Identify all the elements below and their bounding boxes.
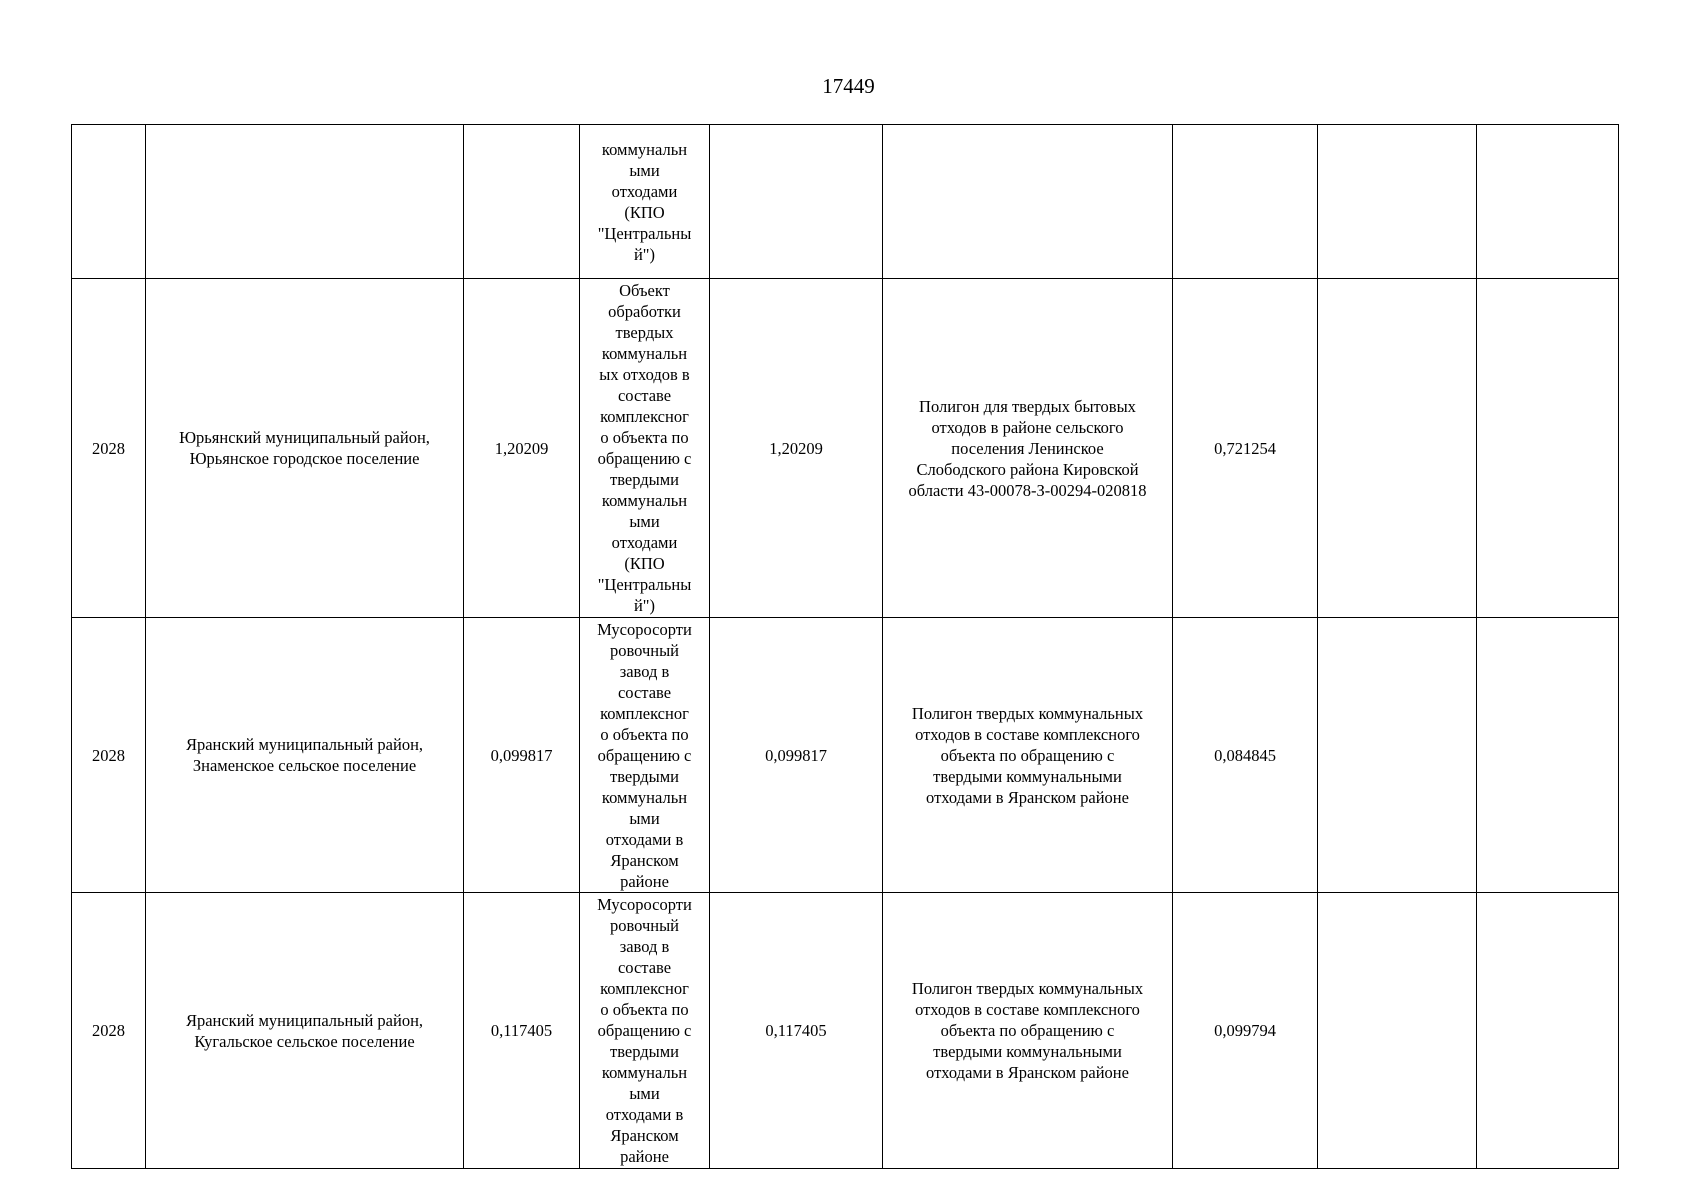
object-line: коммунальн bbox=[601, 344, 688, 363]
facility-line: области 43-00078-З-00294-020818 bbox=[908, 480, 1147, 500]
object-line: отходами bbox=[611, 181, 678, 201]
object-line: ровочный bbox=[609, 640, 680, 660]
year-cell bbox=[72, 125, 146, 279]
municipality-line: Кугальское сельское поселение bbox=[194, 1031, 415, 1051]
empty-cell bbox=[1477, 893, 1619, 1169]
municipality-line: Яранский муниципальный район, bbox=[185, 735, 424, 754]
municipality-cell bbox=[146, 279, 464, 618]
empty-cell bbox=[1477, 125, 1619, 279]
facility-line: Полигон твердых коммунальных bbox=[911, 703, 1144, 723]
facility-line: отходами в Яранском районе bbox=[926, 1063, 1129, 1082]
object-line: отходами в bbox=[605, 829, 684, 849]
facility-line: твердыми коммунальными bbox=[933, 766, 1122, 786]
object-line: районе bbox=[620, 1147, 669, 1166]
facility-line: отходов в составе комплексного bbox=[915, 1000, 1140, 1019]
object-line: обращению с bbox=[597, 449, 692, 468]
facility-line: объекта по обращению с bbox=[940, 745, 1115, 765]
object-line: коммунальн bbox=[601, 787, 688, 807]
object-line: о объекта по bbox=[600, 724, 689, 744]
amount-processed-cell: 1,20209 bbox=[710, 279, 883, 618]
facility-line: Полигон твердых коммунальных bbox=[911, 979, 1144, 998]
empty-cell bbox=[1477, 279, 1619, 618]
waste-flow-table bbox=[71, 124, 1619, 1169]
amount-disposed-cell bbox=[1173, 125, 1318, 279]
facility-line: объекта по обращению с bbox=[940, 1021, 1115, 1040]
object-line: районе bbox=[620, 871, 669, 891]
object-line: ыми bbox=[629, 512, 660, 531]
object-line: твердыми bbox=[609, 766, 679, 786]
processing-object-cell bbox=[580, 893, 710, 1169]
object-line: комплексног bbox=[600, 979, 689, 998]
amount-processed-cell bbox=[710, 125, 883, 279]
object-line: й") bbox=[633, 244, 656, 264]
object-line: комплексног bbox=[600, 703, 689, 723]
municipality-line: Знаменское сельское поселение bbox=[192, 756, 417, 775]
object-line: ровочный bbox=[609, 916, 680, 935]
municipality-line: Яранский муниципальный район, bbox=[185, 1010, 424, 1030]
disposal-facility-cell bbox=[883, 279, 1173, 618]
table-body bbox=[72, 125, 1619, 1169]
object-line: ыми bbox=[629, 808, 660, 828]
amount-cell bbox=[464, 125, 580, 279]
municipality-cell bbox=[146, 618, 464, 893]
object-line: (КПО bbox=[624, 202, 665, 222]
object-line: ых отходов в bbox=[599, 365, 690, 384]
disposal-facility-cell bbox=[883, 618, 1173, 893]
year-cell: 2028 bbox=[72, 279, 146, 618]
municipality-cell bbox=[146, 125, 464, 279]
facility-line: отходов в районе сельского bbox=[931, 417, 1124, 437]
object-line: комплексног bbox=[600, 407, 689, 426]
amount-processed-cell: 0,099817 bbox=[710, 618, 883, 893]
empty-cell bbox=[1318, 125, 1477, 279]
object-line: о объекта по bbox=[600, 428, 689, 447]
object-line: Мусоросорти bbox=[597, 895, 692, 914]
facility-line: отходов в составе комплексного bbox=[915, 724, 1140, 744]
object-line: Яранском bbox=[610, 850, 679, 870]
table-row bbox=[72, 893, 1619, 1169]
object-line: твердыми bbox=[609, 470, 679, 489]
facility-line: отходами в Яранском районе bbox=[926, 787, 1129, 807]
table-row bbox=[72, 279, 1619, 618]
object-line: Яранском bbox=[610, 1126, 679, 1145]
processing-object-cell bbox=[580, 125, 710, 279]
facility-line: поселения Ленинское bbox=[951, 438, 1104, 458]
object-line: завод в bbox=[619, 937, 670, 956]
object-line: завод в bbox=[619, 661, 670, 681]
object-line: составе bbox=[617, 386, 672, 405]
object-line: обращению с bbox=[597, 1021, 692, 1040]
municipality-line: Юрьянский муниципальный район, bbox=[179, 428, 430, 447]
object-line: коммунальн bbox=[601, 491, 688, 510]
empty-cell bbox=[1477, 618, 1619, 893]
object-line: "Центральны bbox=[597, 223, 692, 243]
empty-cell bbox=[1318, 618, 1477, 893]
year-cell: 2028 bbox=[72, 893, 146, 1169]
amount-cell: 1,20209 bbox=[464, 279, 580, 618]
disposal-facility-cell bbox=[883, 125, 1173, 279]
facility-line: Полигон для твердых бытовых bbox=[919, 396, 1136, 416]
object-line: ыми bbox=[629, 1084, 660, 1103]
object-line: о объекта по bbox=[600, 1000, 689, 1019]
amount-cell: 0,099817 bbox=[464, 618, 580, 893]
empty-cell bbox=[1318, 893, 1477, 1169]
processing-object-cell bbox=[580, 279, 710, 618]
empty-cell bbox=[1318, 279, 1477, 618]
object-line: Мусоросорти bbox=[597, 619, 692, 639]
object-line: твердыми bbox=[609, 1042, 679, 1061]
processing-object-cell bbox=[580, 618, 710, 893]
object-line: отходами в bbox=[605, 1105, 684, 1124]
year-cell: 2028 bbox=[72, 618, 146, 893]
object-line: ыми bbox=[629, 160, 660, 180]
disposal-facility-cell bbox=[883, 893, 1173, 1169]
object-line: твердых bbox=[615, 323, 674, 342]
amount-processed-cell: 0,117405 bbox=[710, 893, 883, 1169]
facility-line: Слободского района Кировской bbox=[916, 459, 1139, 479]
amount-cell: 0,117405 bbox=[464, 893, 580, 1169]
table-row bbox=[72, 618, 1619, 893]
facility-line: твердыми коммунальными bbox=[933, 1042, 1122, 1061]
object-line: Объект bbox=[619, 281, 670, 300]
object-line: составе bbox=[617, 682, 672, 702]
object-line: (КПО bbox=[624, 554, 665, 573]
object-line: отходами bbox=[611, 533, 678, 552]
object-line: составе bbox=[617, 958, 672, 977]
amount-disposed-cell: 0,084845 bbox=[1173, 618, 1318, 893]
municipality-line: Юрьянское городское поселение bbox=[189, 449, 420, 468]
object-line: коммунальн bbox=[601, 1063, 688, 1082]
amount-disposed-cell: 0,721254 bbox=[1173, 279, 1318, 618]
object-line: коммунальн bbox=[601, 139, 688, 159]
page-number: 17449 bbox=[822, 74, 875, 98]
object-line: обращению с bbox=[597, 745, 692, 765]
municipality-cell bbox=[146, 893, 464, 1169]
object-line: й") bbox=[633, 596, 656, 615]
object-line: обработки bbox=[608, 302, 681, 321]
object-line: "Центральны bbox=[597, 575, 692, 594]
amount-disposed-cell: 0,099794 bbox=[1173, 893, 1318, 1169]
table-row bbox=[72, 125, 1619, 279]
